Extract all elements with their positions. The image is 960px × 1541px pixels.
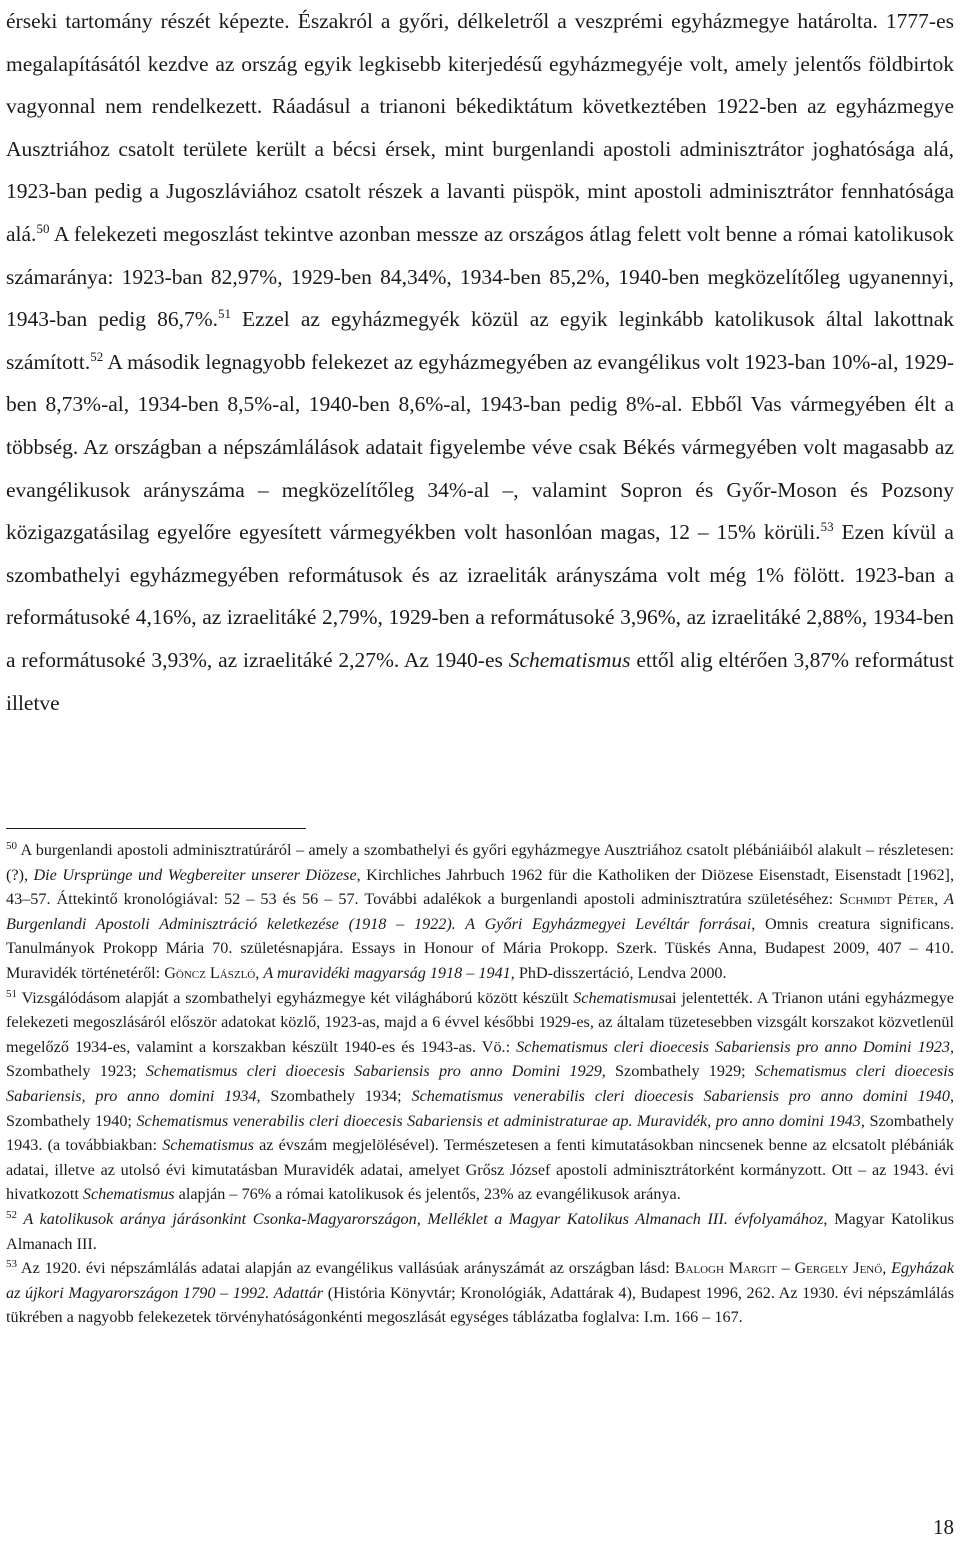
page-number: 18 (933, 1515, 954, 1539)
footnote-italic: Schematismus venerabilis cleri dioecesis Sabariensis pro anno domini 1940 (411, 1086, 950, 1105)
main-text: A második legnagyobb felekezet az egyházmegyében az evangélikus volt 1923-ban 10%-al, 1929-ben 8,73%-al, 1934-ben 8,5%-al, 1940-ben 8,6%-al, 1943-ban pedig 8%-al. Ebből Vas vármegyében élt a többség. Az országban a népszámlálások adatait figyelembe véve csak Békés vármegyében volt magasabb az evangélikusok arányszáma – megközelítőleg 34%-al –, valamint Sopron és Győr-Moson és Pozsony közigazgatásilag egyelőre egyesített vármegyékben volt hasonlóan magas, 12 – 15% körüli. (6, 349, 954, 545)
footnote-text: , Szombathely 1929; (601, 1062, 755, 1081)
main-text: Ezen kívül a szombathelyi egyházmegyében reformátusok és az izraeliták arányszáma volt még 1% fölött. 1923-ban a reformátusoké 4,16%, az izraelitáké 2,79%, 1929-ben a reformátusoké 3,96%, az izraelitáké 2,88%, 1934-ben a reformátusoké 3,93%, az izraelitáké 2,27%. Az 1940-es (6, 520, 954, 672)
footnote-text: az évszám megjelölésével). Természetesen a fenti kimutatásokban nincsenek benne az elcsatolt plébániák adatai, illetve az utolsó évi kimutatásban Muravidék adatai, amelyet Grősz József apostoli adminisztrátorként kormányzott. Ott – az 1943. évi hivatkozott (6, 1136, 955, 1204)
footnote-number: 52 (6, 1208, 17, 1221)
footnote-italic: A muravidéki magyarság 1918 – 1941 (263, 963, 511, 982)
footnote-text: A burgenlandi apostoli adminisztratúráról – amely a szombathelyi és győri egyházmegye Ausztriához csatolt plébániáiból alakult – részletesen: (?), (6, 841, 954, 884)
main-paragraph (6, 0, 954, 724)
footnote-author: Schmidt Péter (839, 890, 935, 909)
footnote-text: , (255, 963, 264, 982)
footnote-italic: Schematismus (162, 1136, 254, 1155)
footnote-italic: Egyházak az újkori Magyarországon 1790 – 1992. Adattár (6, 1259, 955, 1302)
footnote-50 (6, 838, 954, 986)
footnote-ref-52[interactable]: 52 (90, 348, 104, 364)
footnote-text: , (882, 1259, 892, 1278)
footnote-53 (6, 1256, 954, 1330)
footnote-text: , Kirchliches Jahrbuch 1962 für die Katholiken der Diözese Eisenstadt, Eisenstadt [1962], 43–57. Áttekintő kronológiával: 52 – 53 és 56 – 57. További adalékok a burgenlandi apostoli adminisztratúra születéséhez: (6, 865, 954, 909)
main-text: A felekezeti megoszlást tekintve azonban messze az országos átlag felett volt benne a római katolikusok számaránya: 1923-ban 82,97%, 1929-ben 84,34%, 1934-ben 85,2%, 1940-ben megközelítőleg ugyanennyi, 1943-ban pedig 86,7%. (6, 221, 954, 332)
footnote-text: (História Könyvtár; Kronológiák, Adattárak 4), Budapest 1996, 262. Az 1930. évi népszámlálás tükrében a nagyobb felekezetek törvényhatóságonkénti megoszlását egységes táblázatba foglalva: I.m. 166 – 167. (6, 1283, 954, 1327)
footnote-author: Göncz László (164, 963, 256, 982)
footnote-text: , Szombathely 1940; (6, 1086, 955, 1130)
footnote-text: , Omnis creatura significans. Tanulmányok Prokopp Mária 70. születésnapjára. Essays in Honour of Mária Prokopp. Szerk. Tüskés Anna, Budapest 2009, 407 – 410. Muravidék történetéről: (6, 914, 954, 982)
footnote-ref-51[interactable]: 51 (217, 306, 231, 322)
footnote-italic: A katolikusok aránya járásonkint Csonka-Magyarországon, Melléklet a Magyar Katolikus Almanach III. évfolyamához (17, 1209, 824, 1228)
footnote-separator (6, 828, 306, 829)
footnote-italic: A Burgenlandi Apostoli Adminisztráció keletkezése (1918 – 1922). A Győri Egyházmegyei Levéltár forrásai (6, 890, 955, 933)
main-text: érseki tartomány részét képezte. Északról a győri, délkeletről a veszprémi egyházmegye határolta. 1777-es megalapításától kezdve az ország egyik legkisebb kiterjedésű egyházmegyéje volt, amely jelentős földbirtok vagyonnal nem rendelkezett. Ráadásul a trianoni békediktátum következtében 1922-ben az egyházmegye Ausztriához csatolt területe került a bécsi érsek, mint burgenlandi apostoli adminisztrátor joghatósága alá, 1923-ban pedig a Jugoszláviához csatolt részek a lavanti püspök, mint apostoli adminisztrátor fennhatósága alá. (6, 9, 954, 246)
footnote-text: , PhD-disszertáció, Lendva 2000. (510, 963, 727, 982)
footnote-text: , Szombathely 1934; (256, 1086, 412, 1105)
page-body (6, 0, 954, 724)
footnote-number: 53 (6, 1258, 17, 1271)
footnote-italic: Schematismus cleri dioecesis Sabariensis, pro anno domini 1934 (6, 1062, 955, 1105)
footnote-51 (6, 986, 954, 1207)
footnote-italic: Schematismus cleri dioecesis Sabariensis pro anno Domini 1923 (516, 1037, 950, 1056)
footnote-italic: Schematismus (573, 988, 665, 1007)
footnote-ref-50[interactable]: 50 (36, 220, 50, 236)
footnote-text: , Szombathely 1943. (a továbbiakban: (6, 1111, 954, 1155)
main-text: ettől alig eltérően 3,87% reformátust illetve (6, 647, 954, 715)
footnote-52 (6, 1207, 954, 1256)
footnote-number: 51 (6, 987, 17, 1000)
footnote-ref-53[interactable]: 53 (820, 519, 834, 535)
footnote-text: Az 1920. évi népszámlálás adatai alapján az evangélikus vallásúak arányszámát az országban lásd: (17, 1259, 675, 1278)
footnote-text: , Magyar Katolikus Almanach III. (6, 1209, 955, 1253)
footnote-text: , (934, 890, 945, 909)
footnote-text: ai jelentették. A Trianon utáni egyházmegye felekezeti megoszlásáról először adatokat közlő, 1923-as, majd a 6 évvel későbbi 1929-es, az általam tüzetesebben vizsgált korszakot közvetlenül megelőző 1934-es, valamint a korszakban készült 1940-es és 1943-as. Vö.: (6, 988, 954, 1056)
footnote-italic: Die Ursprünge und Wegbereiter unserer Diözese (33, 865, 357, 884)
footnote-italic: Schematismus (82, 1185, 175, 1204)
main-text-italic: Schematismus (508, 647, 631, 672)
footnote-italic: Schematismus cleri dioecesis Sabariensis pro anno Domini 1929 (145, 1062, 602, 1081)
footnote-text: alapján – 76% a római katolikusok és jelentős, 23% az evangélikusok aránya. (174, 1185, 681, 1204)
footnote-italic: Schematismus venerabilis cleri dioecesis Sabariensis et administraturae ap. Muravidék, pro anno domini 1943 (136, 1111, 861, 1130)
footnote-number: 50 (6, 840, 17, 852)
footnote-text: , Szombathely 1923; (6, 1037, 954, 1081)
main-text: Ezzel az egyházmegyék közül az egyik leginkább katolikusok által lakottnak számított. (6, 307, 954, 374)
footnote-text: Vizsgálódásom alapját a szombathelyi egyházmegye két világháború között készült (17, 988, 574, 1007)
footnote-author: Balogh Margit – Gergely Jenő (674, 1259, 883, 1278)
footnotes (6, 838, 954, 1330)
